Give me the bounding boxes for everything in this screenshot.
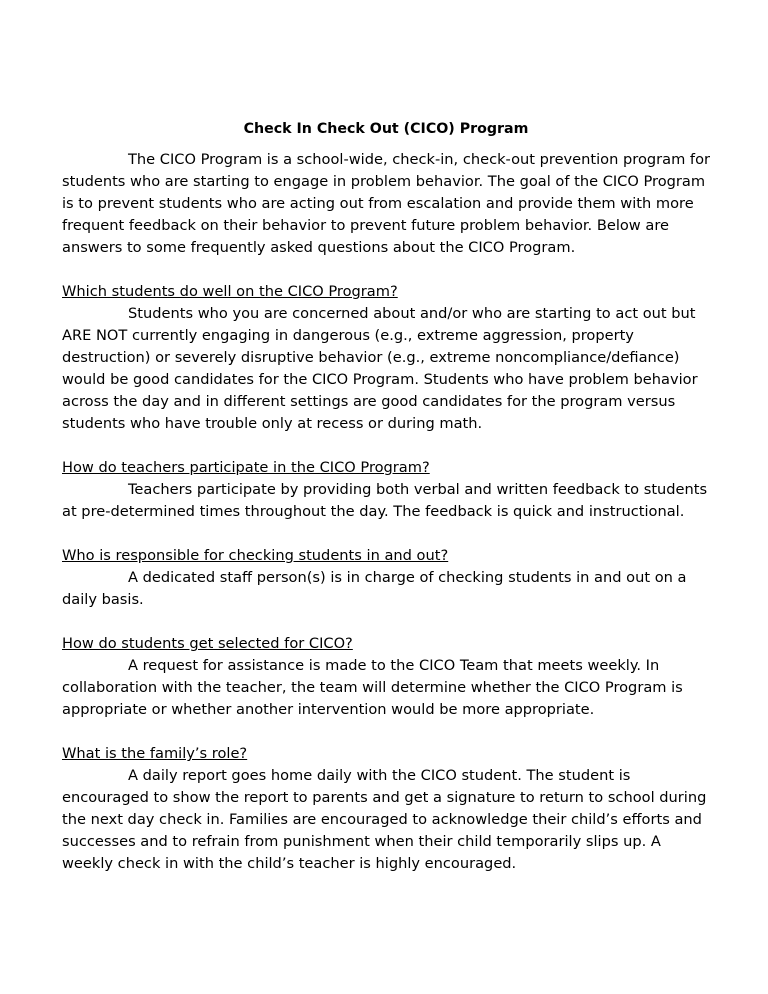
faq-question: How do students get selected for CICO? bbox=[62, 635, 353, 652]
faq-section-3 bbox=[62, 545, 710, 611]
faq-answer: A dedicated staff person(s) is in charge of checking students in and out on a daily basis. bbox=[62, 569, 687, 608]
faq-section-2 bbox=[62, 457, 710, 523]
intro-paragraph: The CICO Program is a school-wide, check-in, check-out prevention program for students who are starting to engage in problem behavior. The goal of the CICO Program is to prevent students who are acting out from escalation and provide them with more frequent feedback on their behavior to prevent future problem behavior. Below are answers to some frequently asked questions about the CICO Program. bbox=[62, 151, 711, 256]
faq-question: What is the family’s role? bbox=[62, 745, 248, 762]
faq-answer: A request for assistance is made to the CICO Team that meets weekly. In collaboration with the teacher, the team will determine whether the CICO Program is appropriate or whether another intervention would be more appropriate. bbox=[62, 657, 683, 718]
faq-question: Who is responsible for checking students in and out? bbox=[62, 547, 449, 564]
faq-answer: A daily report goes home daily with the CICO student. The student is encouraged to show the report to parents and get a signature to return to school during the next day check in. Families are encouraged to acknowledge their child’s efforts and successes and to refrain from punishment when their child temporarily slips up. A weekly check in with the child’s teacher is highly encouraged. bbox=[62, 767, 707, 872]
document-page bbox=[62, 118, 710, 897]
document-title: Check In Check Out (CICO) Program bbox=[243, 121, 529, 137]
faq-section-1 bbox=[62, 281, 710, 435]
faq-section-5 bbox=[62, 743, 710, 875]
faq-answer: Students who you are concerned about and/or who are starting to act out but ARE NOT currently engaging in dangerous (e.g., extreme aggression, property destruction) or severely disruptive behavior (e.g., extreme noncompliance/defiance) would be good candidates for the CICO Program. Students who have problem behavior across the day and in different settings are good candidates for the program versus students who have trouble only at recess or during math. bbox=[62, 305, 698, 432]
faq-answer: Teachers participate by providing both verbal and written feedback to students at pre-determined times throughout the day. The feedback is quick and instructional. bbox=[62, 481, 708, 520]
faq-question: Which students do well on the CICO Program? bbox=[62, 283, 398, 300]
faq-question: How do teachers participate in the CICO Program? bbox=[62, 459, 430, 476]
faq-section-4 bbox=[62, 633, 710, 721]
